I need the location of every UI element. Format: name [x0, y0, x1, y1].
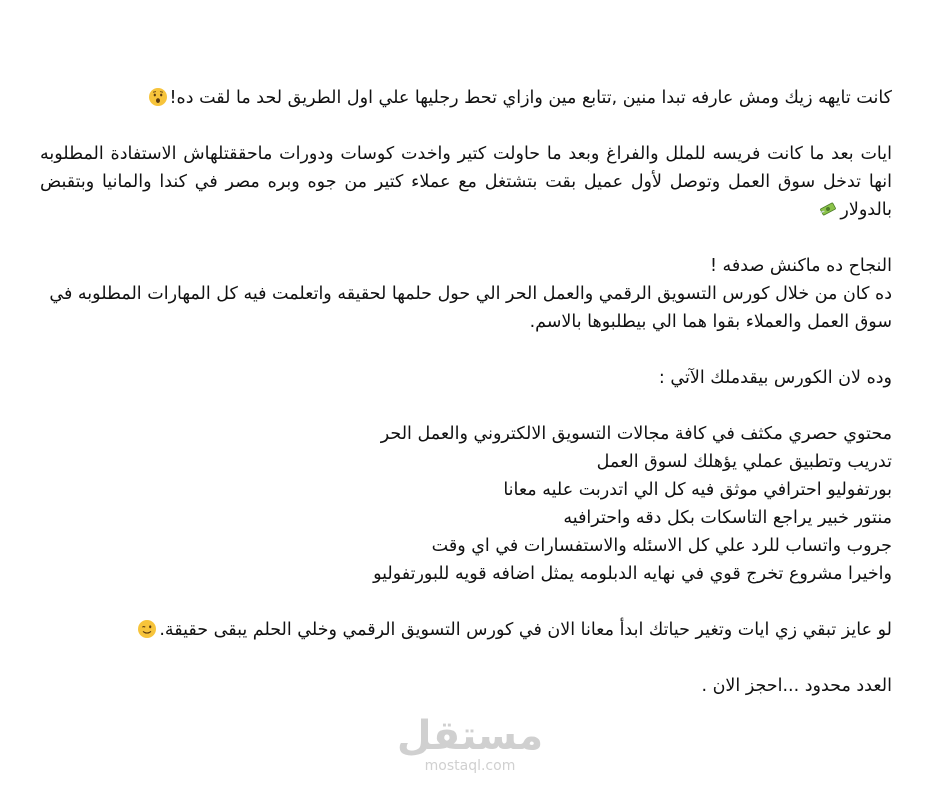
- intro-paragraph: [40, 84, 892, 112]
- intro-text: كانت تايهه زيك ومش عارفه تبدا منين ,تتابع مين وازاي تحط رجليها علي اول الطريق لحد ما لقت ده!: [169, 88, 892, 108]
- call-to-action-text: لو عايز تبقي زي ايات وتغير حياتك ابدأ معانا الان في كورس التسويق الرقمي وخلي الحلم يبقى حقيقة.: [159, 620, 892, 640]
- mostaql-watermark: [390, 713, 550, 774]
- features-intro-text: وده لان الكورس بيقدملك الآتي :: [658, 368, 892, 388]
- list-item: بورتفوليو احترافي موثق فيه كل الي اتدربت عليه معانا: [503, 480, 892, 500]
- limited-seats-paragraph: [40, 672, 892, 700]
- winking-face-icon: [137, 619, 157, 639]
- watermark-logo: مستقل: [396, 713, 544, 759]
- story-paragraph: [40, 140, 892, 224]
- features-list: [40, 420, 892, 588]
- success-text: ده كان من خلال كورس التسويق الرقمي والعمل الحر الي حول حلمها لحقيقه واتعلمت فيه كل المهارات المطلوبه في سوق العمل والعملاء بقوا هما الي بيطلبوها بالاسم.: [49, 284, 892, 332]
- features-intro: [40, 364, 892, 392]
- call-to-action-paragraph: [40, 616, 892, 644]
- list-item: محتوي حصري مكثف في كافة مجالات التسويق الالكتروني والعمل الحر: [380, 424, 892, 444]
- success-paragraph: [40, 252, 892, 336]
- success-heading: النجاح ده ماكنش صدفه !: [709, 256, 892, 276]
- money-with-wings-icon: [818, 199, 838, 219]
- limited-seats-text: العدد محدود ...احجز الان .: [701, 676, 892, 696]
- list-item: جروب واتساب للرد علي كل الاسئله والاستفسارات في اي وقت: [431, 536, 892, 556]
- story-text: ايات بعد ما كانت فريسه للملل والفراغ وبعد ما حاولت كتير واخدت كوسات ودورات ماحققتلهاش الاستفادة المطلوبه انها تدخل سوق العمل وتوصل لأول عميل بقت بتشتغل مع عملاء كتير من جوه وبره مصر في كندا والمانيا وبتقبض بالدولار: [40, 144, 892, 220]
- list-item: منتور خبير يراجع التاسكات بكل دقه واحترافيه: [563, 508, 892, 528]
- post-body: [40, 84, 892, 728]
- list-item: واخيرا مشروع تخرج قوي في نهايه الدبلومه يمثل اضافه قويه للبورتفوليو: [373, 564, 892, 584]
- watermark-url: mostaql.com: [424, 758, 516, 774]
- astonished-face-icon: [148, 87, 168, 107]
- list-item: تدريب وتطبيق عملي يؤهلك لسوق العمل: [596, 452, 892, 472]
